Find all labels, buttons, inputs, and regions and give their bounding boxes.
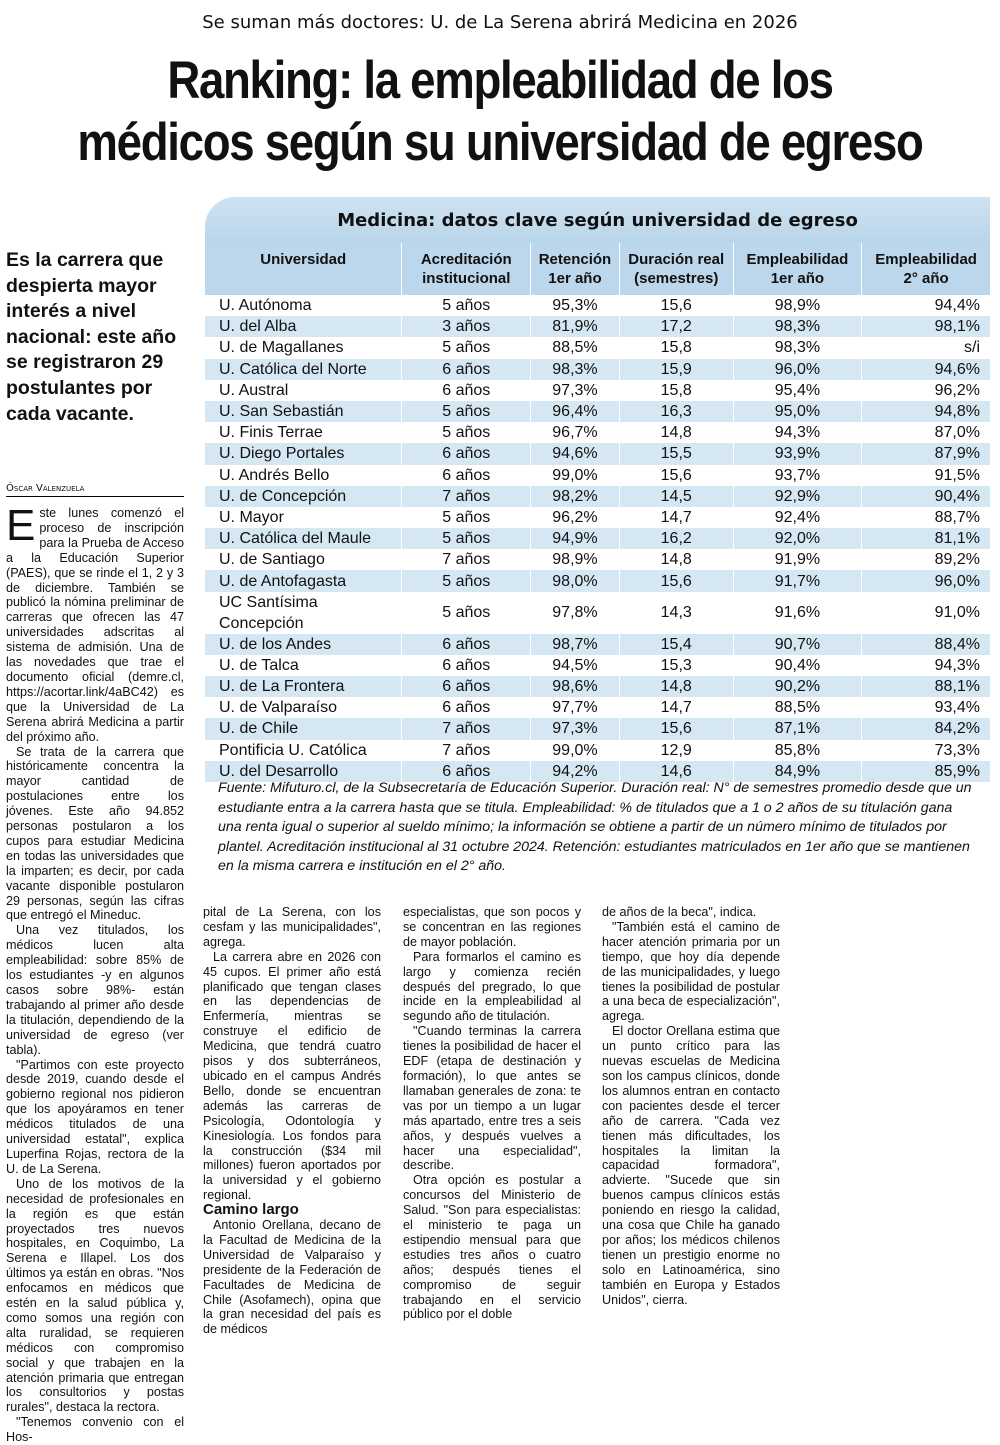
table-cell: 15,8 [619, 380, 733, 401]
table-cell: 84,9% [733, 761, 862, 782]
table-cell: U. de Concepción [205, 486, 402, 507]
table-cell: 95,4% [733, 380, 862, 401]
table-cell: 95,3% [531, 295, 620, 316]
table-cell: 98,3% [733, 337, 862, 358]
table-cell: U. Diego Portales [205, 443, 402, 464]
table-cell: 14,8 [619, 676, 733, 697]
table-cell: 88,5% [733, 697, 862, 718]
table-cell: 15,6 [619, 295, 733, 316]
table-row [205, 740, 990, 761]
table-cell: 99,0% [531, 465, 620, 486]
paragraph: Este lunes comenzó el proceso de inscripción para la Prueba de Acceso a la Educación Superior (PAES), que se rinde el 1, 2 y 3 de diciembre. También se publicó la nómina preliminar de carreras que ofrecen las 47 universidades adscritas al sistema de admisión. Una de las novedades que trae el documento oficial (demre.cl, https://acortar.link/4aBC42) es que la Universidad de La Serena abrirá Medicina a partir del próximo año. [6, 501, 184, 744]
table-cell: 94,4% [862, 295, 990, 316]
table-cell: 15,8 [619, 337, 733, 358]
header-acreditacion: Acreditación institucional [402, 243, 531, 295]
table-cell: 6 años [402, 359, 531, 380]
table-cell: 5 años [402, 507, 531, 528]
table-row [205, 676, 990, 697]
table-cell: U. del Desarrollo [205, 761, 402, 782]
table-cell: UC Santísima Concepción [205, 592, 402, 634]
table-cell: Pontificia U. Católica [205, 740, 402, 761]
table-cell: 15,6 [619, 465, 733, 486]
table-cell: 91,0% [862, 592, 990, 634]
table-row [205, 507, 990, 528]
table-cell: 87,0% [862, 422, 990, 443]
table-cell: 88,4% [862, 634, 990, 655]
table-cell: 94,3% [733, 422, 862, 443]
paragraph: especialistas, que son pocos y se concentran en las regiones de mayor población. [403, 905, 581, 949]
table-cell: 14,6 [619, 761, 733, 782]
table-cell: U. Austral [205, 380, 402, 401]
paragraph: de años de la beca", indica. [602, 905, 757, 919]
table-row [205, 486, 990, 507]
table-row [205, 380, 990, 401]
paragraph: El doctor Orellana estima que un punto crítico para las nuevas escuelas de Medicina son los campus clínicos, donde los alumnos entran en contacto con pacientes desde el tercer año de carrera. "Cada vez tienen más dificultades, los hospitales la limitan la capacidad formadora", advierte. "Sucede que sin buenos campus clínicos estás poniendo en riesgo la calidad, una cosa que Chile ha ganado por años; los médicos chilenos tienen un prestigio enorme no solo en Latinoamérica, sino también en Europa y Estados Unidos", cierra. [602, 1024, 780, 1307]
table-cell: 88,5% [531, 337, 620, 358]
article-column-2 [203, 905, 381, 1337]
table-cell: 97,3% [531, 718, 620, 739]
table-row [205, 718, 990, 739]
subhead: Camino largo [203, 1201, 299, 1219]
table-cell: U. Católica del Norte [205, 359, 402, 380]
table-cell: 12,9 [619, 740, 733, 761]
paragraph: La carrera abre en 2026 con 45 cupos. El primer año está planificado que tengan clases en las dependencias de Enfermería, mientras se construye el edificio de Medicina, que tendrá cuatro pisos y dos subterráneos, ubicado en el campus Andrés Bello, donde se encuentran además las carreras de Psicología, Odontología y Kinesiología. Los fondos para la construcción ($34 mil millones) fueron aportados por la universidad y el gobierno regional. [203, 949, 381, 1203]
table-cell: 98,7% [531, 634, 620, 655]
header-universidad: Universidad [205, 243, 402, 295]
table-cell: 7 años [402, 549, 531, 570]
table-cell: U. de Chile [205, 718, 402, 739]
table-cell: 7 años [402, 486, 531, 507]
byline: Óscar Valenzuela [6, 483, 184, 497]
table-cell: 7 años [402, 718, 531, 739]
table-cell: 96,0% [862, 570, 990, 591]
table-cell: 89,2% [862, 549, 990, 570]
table-cell: 97,3% [531, 380, 620, 401]
article-column-1 [6, 501, 184, 1445]
headline-line-2: médicos según su universidad de egreso [77, 113, 923, 172]
table-cell: 14,3 [619, 592, 733, 634]
table-cell: U. de los Andes [205, 634, 402, 655]
table-cell: 15,3 [619, 655, 733, 676]
table-cell: U. Católica del Maule [205, 528, 402, 549]
table-cell: 91,5% [862, 465, 990, 486]
table-cell: 6 años [402, 761, 531, 782]
table-cell: 15,4 [619, 634, 733, 655]
table-cell: 81,1% [862, 528, 990, 549]
paragraph: "Partimos con este proyecto desde 2019, cuando desde el gobierno regional nos pidieron que los apoyáramos en tener médicos titulados de una universidad estatal", explica Luperfina Rojas, rectora de la U. de La Serena. [6, 1057, 184, 1176]
table-cell: 6 años [402, 465, 531, 486]
table-row [205, 465, 990, 486]
table-cell: 5 años [402, 295, 531, 316]
table-cell: 97,8% [531, 592, 620, 634]
table-row [205, 443, 990, 464]
table-cell: 98,1% [862, 316, 990, 337]
table-cell: 97,7% [531, 697, 620, 718]
table-cell: 94,2% [531, 761, 620, 782]
table-cell: 96,0% [733, 359, 862, 380]
table-cell: 88,1% [862, 676, 990, 697]
paragraph: pital de La Serena, con los cesfam y las municipalidades", agrega. [203, 905, 381, 949]
table-cell: U. Autónoma [205, 295, 402, 316]
table-cell: 6 años [402, 380, 531, 401]
table-cell: 6 años [402, 697, 531, 718]
table-cell: 3 años [402, 316, 531, 337]
headline-line-1: Ranking: la empleabilidad de los [167, 51, 833, 110]
table-cell: 5 años [402, 592, 531, 634]
kicker: Se suman más doctores: U. de La Serena abrirá Medicina en 2026 [202, 12, 798, 33]
table-cell: 99,0% [531, 740, 620, 761]
table-cell: 17,2 [619, 316, 733, 337]
table-cell: 6 años [402, 676, 531, 697]
table-cell: U. de Santiago [205, 549, 402, 570]
table-cell: 98,9% [531, 549, 620, 570]
table-cell: 91,9% [733, 549, 862, 570]
table-row [205, 528, 990, 549]
table-cell: 96,4% [531, 401, 620, 422]
table-cell: U. de La Frontera [205, 676, 402, 697]
table-cell: 92,0% [733, 528, 862, 549]
table-cell: 98,9% [733, 295, 862, 316]
table-cell: U. Andrés Bello [205, 465, 402, 486]
table-cell: 14,7 [619, 507, 733, 528]
table-cell: 96,2% [862, 380, 990, 401]
table-cell: 98,2% [531, 486, 620, 507]
table-cell: 90,4% [862, 486, 990, 507]
table-cell: 93,4% [862, 697, 990, 718]
table-cell: 5 años [402, 570, 531, 591]
table-cell: U. San Sebastián [205, 401, 402, 422]
table-cell: 88,7% [862, 507, 990, 528]
table-cell: 16,2 [619, 528, 733, 549]
table-row [205, 549, 990, 570]
data-table-box [205, 197, 990, 782]
table-cell: 94,8% [862, 401, 990, 422]
paragraph: "Tenemos convenio con el Hos- [6, 1415, 184, 1445]
table-row [205, 337, 990, 358]
lead-text: Es la carrera que despierta mayor interés a nivel nacional: este año se registraron 29 postulantes por cada vacante. [6, 249, 177, 425]
table-cell: 96,2% [531, 507, 620, 528]
table-cell: 98,0% [531, 570, 620, 591]
table-cell: 98,3% [733, 316, 862, 337]
table-cell: 73,3% [862, 740, 990, 761]
table-cell: 15,6 [619, 718, 733, 739]
table-cell: 14,8 [619, 422, 733, 443]
table-cell: 15,6 [619, 570, 733, 591]
table-cell: 92,9% [733, 486, 862, 507]
table-cell: 5 años [402, 337, 531, 358]
table-cell: 14,5 [619, 486, 733, 507]
table-row [205, 316, 990, 337]
header-empleabilidad-2: Empleabilidad 2° año [862, 243, 990, 295]
headline [70, 50, 930, 174]
table-cell: U. Mayor [205, 507, 402, 528]
table-cell: U. de Antofagasta [205, 570, 402, 591]
table-cell: 5 años [402, 422, 531, 443]
table-row [205, 401, 990, 422]
table-cell: 94,9% [531, 528, 620, 549]
table-cell: U. del Alba [205, 316, 402, 337]
table-cell: 90,2% [733, 676, 862, 697]
table-cell: 92,4% [733, 507, 862, 528]
table-row [205, 570, 990, 591]
table-cell: 90,4% [733, 655, 862, 676]
table-cell: 14,7 [619, 697, 733, 718]
table-cell: U. de Valparaíso [205, 697, 402, 718]
table-cell: 91,7% [733, 570, 862, 591]
table-cell: 96,7% [531, 422, 620, 443]
paragraph: "Cuando terminas la carrera tienes la posibilidad de hacer el EDF (etapa de destinación y formación), lo que antes se llamaban generales de zona: te vas por un tiempo a un lugar más apartado, entre tres a seis años, y después vuelves a hacer una especialidad", describe. [403, 1024, 581, 1173]
dropcap: E [6, 501, 36, 550]
table-cell: 87,9% [862, 443, 990, 464]
paragraph: Se trata de la carrera que históricamente concentra la mayor cantidad de postulaciones entre los jóvenes. Este año 94.852 personas postularon a los cupos para estudiar Medicina en todas las universidades que la imparten; es decir, por cada vacante disponible postularon 29 personas, según las cifras que entregó el Mineduc. [6, 744, 184, 923]
table-cell: 98,6% [531, 676, 620, 697]
table-cell: 81,9% [531, 316, 620, 337]
table-cell: U. de Magallanes [205, 337, 402, 358]
article-column-4 [602, 905, 780, 1307]
paragraph: "También está el camino de hacer atención primaria por un tiempo, que hoy día depende de las municipalidades, y luego tienes la posibilidad de postular a una beca de especialización", agrega. [602, 919, 780, 1024]
table-cell: 94,6% [531, 443, 620, 464]
table-cell: s/i [862, 337, 990, 358]
table-header-row [205, 243, 990, 295]
table-cell: 6 años [402, 655, 531, 676]
table-cell: 91,6% [733, 592, 862, 634]
table-cell: 7 años [402, 740, 531, 761]
table-cell: 85,8% [733, 740, 862, 761]
table-cell: 87,1% [733, 718, 862, 739]
table-cell: 98,3% [531, 359, 620, 380]
paragraph: Antonio Orellana, decano de la Facultad de Medicina de la Universidad de Valparaíso y presidente de la Federación de Facultades de Medicina de Chile (Asofamech), opina que la gran necesidad del país es de médicos [203, 1218, 381, 1337]
table-cell: 90,7% [733, 634, 862, 655]
paragraph: Una vez titulados, los médicos lucen alta empleabilidad: sobre 85% de los estudiantes -y en algunos casos sobre 98%- están trabajando al primer año desde la titulación, dependiendo de la universidad de egreso (ver tabla). [6, 923, 184, 1057]
data-table [205, 243, 990, 782]
table-cell: 15,5 [619, 443, 733, 464]
table-source-note: Fuente: Mifuturo.cl, de la Subsecretaría de Educación Superior. Duración real: N° de semestres promedio desde que un estudiante entra a la carrera hasta que se titula. Empleabilidad: % de titulados que a 1 o 2 años de su titulación gana una renta igual o superior al sueldo mínimo; la información se obtiene a partir de un número mínimo de titulados por plantel. Acreditación institucional al 31 octubre 2024. Retención: estudiantes matriculados en 1er año que se mantienen en la misma carrera e institución en el 2° año. [218, 780, 972, 875]
paragraph: Para formarlos el camino es largo y comienza recién después del pregrado, lo que incide en la empleabilidad al segundo año de titulación. [403, 949, 581, 1024]
table-cell: 14,8 [619, 549, 733, 570]
table-cell: 94,5% [531, 655, 620, 676]
paragraph: Uno de los motivos de la necesidad de profesionales en la región es que están proyectados tres nuevos hospitales, en Coquimbo, La Serena e Illapel. Los dos últimos ya están en obras. "Nos enfocamos en médicos que estén en la salud pública y, como somos una región con alta ruralidad, se requieren médicos con compromiso social y que trabajen en la atención primaria que entregan los consultorios y postas rurales", destaca la rectora. [6, 1176, 184, 1415]
table-cell: 94,3% [862, 655, 990, 676]
table-row [205, 592, 990, 634]
table-row [205, 422, 990, 443]
table-cell: 15,9 [619, 359, 733, 380]
table-cell: U. de Talca [205, 655, 402, 676]
table-row [205, 655, 990, 676]
table-cell: 5 años [402, 401, 531, 422]
table-cell: 6 años [402, 443, 531, 464]
header-duracion: Duración real (semestres) [619, 243, 733, 295]
header-retencion: Retención 1er año [531, 243, 620, 295]
table-row [205, 697, 990, 718]
table-cell: 6 años [402, 634, 531, 655]
table-cell: U. Finis Terrae [205, 422, 402, 443]
table-cell: 84,2% [862, 718, 990, 739]
table-title: Medicina: datos clave según universidad de egreso [205, 197, 990, 243]
table-cell: 5 años [402, 528, 531, 549]
table-row [205, 295, 990, 316]
table-row [205, 634, 990, 655]
table-cell: 93,9% [733, 443, 862, 464]
article-column-3 [403, 905, 581, 1322]
header-empleabilidad-1: Empleabilidad 1er año [733, 243, 862, 295]
table-row [205, 359, 990, 380]
table-cell: 85,9% [862, 761, 990, 782]
table-body [205, 295, 990, 782]
table-cell: 93,7% [733, 465, 862, 486]
table-cell: 16,3 [619, 401, 733, 422]
table-cell: 94,6% [862, 359, 990, 380]
table-cell: 95,0% [733, 401, 862, 422]
paragraph: Otra opción es postular a concursos del Ministerio de Salud. "Son para especialistas: el ministerio te paga un estipendio mensual para que estudies tres años o cuatro años; después tienes el compromiso de seguir trabajando en el servicio público por el doble [403, 1173, 581, 1322]
